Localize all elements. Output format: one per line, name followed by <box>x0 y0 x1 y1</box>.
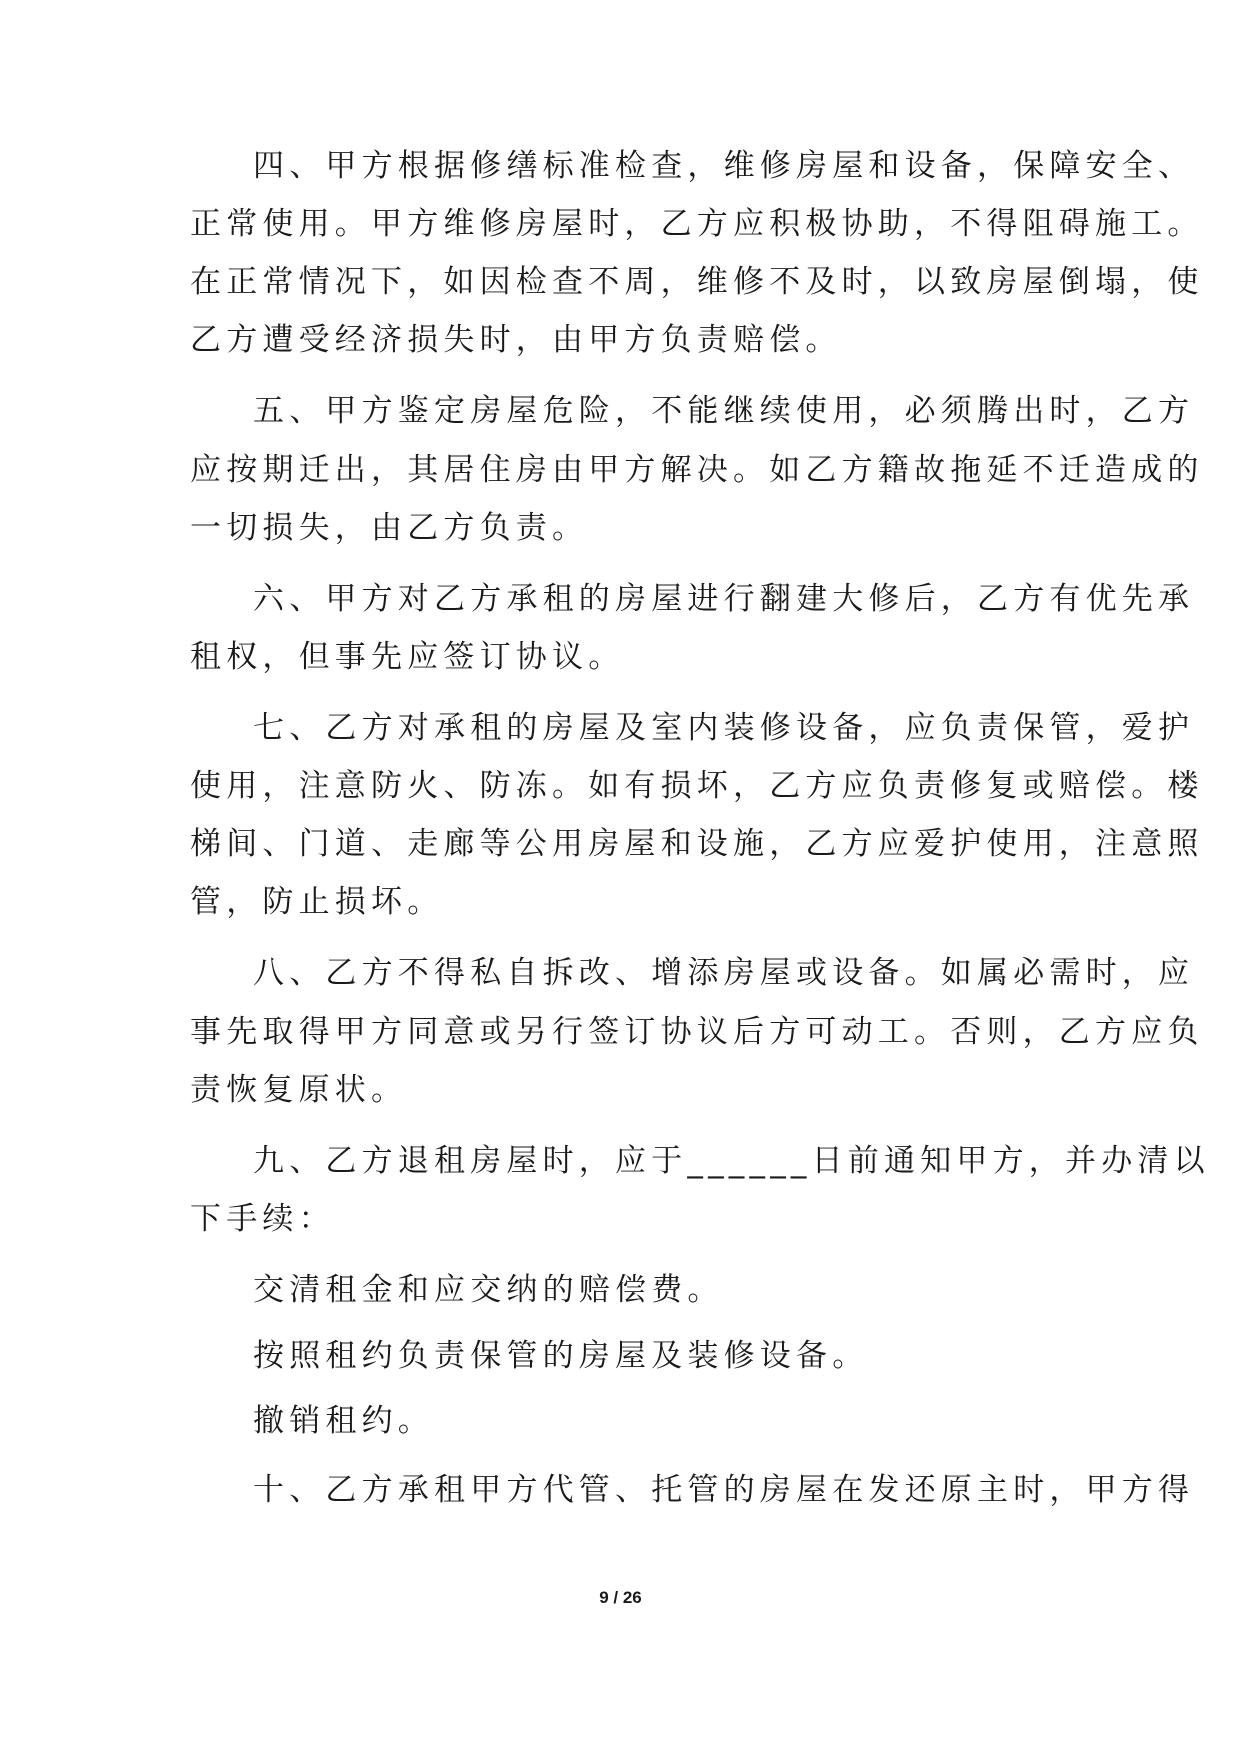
clause-8-line-2: 事先取得甲方同意或另行签订协议后方可动工。否则，乙方应负 <box>190 1014 1204 1050</box>
clause-6-line-1: 六、甲方对乙方承租的房屋进行翻建大修后，乙方有优先承 <box>253 581 1195 617</box>
clause-6-line-2: 租权，但事先应签订协议。 <box>190 639 625 675</box>
clause-8-line-1: 八、乙方不得私自拆改、增添房屋或设备。如属必需时，应 <box>253 955 1195 991</box>
clause-4-line-1: 四、甲方根据修缮标准检查，维修房屋和设备，保障安全、 <box>253 148 1195 184</box>
clause-7-line-1: 七、乙方对承租的房屋及室内装修设备，应负责保管，爱护 <box>253 710 1195 746</box>
clause-5-line-1: 五、甲方鉴定房屋危险，不能继续使用，必须腾出时，乙方 <box>253 393 1195 429</box>
clause-9-item-2: 按照租约负责保管的房屋及装修设备。 <box>253 1338 869 1374</box>
clause-7-line-2: 使用，注意防火、防冻。如有损坏，乙方应负责修复或赔偿。楼 <box>190 768 1204 804</box>
clause-9-item-3: 撤销租约。 <box>253 1403 434 1439</box>
clause-4-line-3: 在正常情况下，如因检查不周，维修不及时，以致房屋倒塌，使 <box>190 264 1204 300</box>
clause-4-line-2: 正常使用。甲方维修房屋时，乙方应积极协助，不得阻碍施工。 <box>190 206 1204 242</box>
clause-10-line-1: 十、乙方承租甲方代管、托管的房屋在发还原主时，甲方得 <box>253 1472 1195 1508</box>
clause-9-item-1: 交清租金和应交纳的赔偿费。 <box>253 1272 724 1308</box>
clause-9-line-2: 下手续： <box>190 1201 335 1237</box>
clause-5-line-3: 一切损失，由乙方负责。 <box>190 510 589 546</box>
clause-8-line-3: 责恢复原状。 <box>190 1072 408 1108</box>
clause-5-line-2: 应按期迁出，其居住房由甲方解决。如乙方籍故拖延不迁造成的 <box>190 452 1204 488</box>
clause-9-line-1: 九、乙方退租房屋时，应于______日前通知甲方，并办清以 <box>253 1143 1210 1179</box>
clause-7-line-3: 梯间、门道、走廊等公用房屋和设施，乙方应爱护使用，注意照 <box>190 826 1204 862</box>
clause-4-line-4: 乙方遭受经济损失时，由甲方负责赔偿。 <box>190 322 842 358</box>
clause-7-line-4: 管，防止损坏。 <box>190 884 444 920</box>
page-number: 9 / 26 <box>599 1588 642 1607</box>
